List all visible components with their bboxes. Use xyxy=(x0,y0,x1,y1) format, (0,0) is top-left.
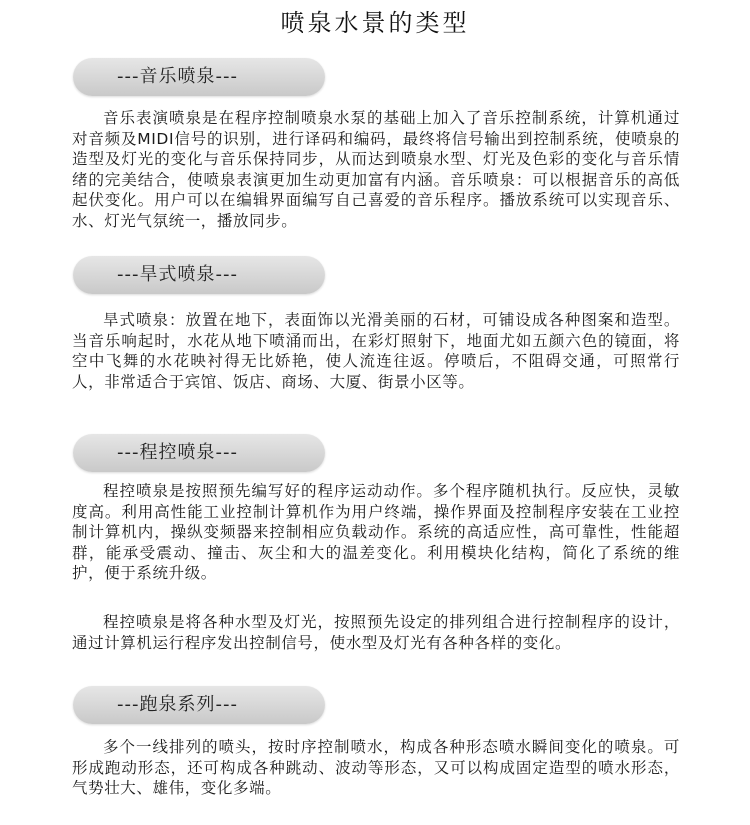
paragraph-program-fountain-1: 程控喷泉是按照预先编写好的程序运动动作。多个程序随机执行。反应快，灵敏度高。利用高性能工业控制计算机作为用户终端，操作界面及控制程序安装在工业控制计算机内，操纵变频器来控制相应负载动作。系统的高适应性，高可靠性，性能超群，能承受震动、撞击、灰尘和大的温差变化。利用模块化结构，简化了系统的维护，便于系统升级。 xyxy=(72,482,680,582)
paragraph-running-fountain: 多个一线排列的喷头，按时序控制喷水，构成各种形态喷水瞬间变化的喷泉。可形成跑动形态，还可构成各种跳动、波动等形态，又可以构成固定造型的喷水形态，气势壮大、雄伟，变化多端。 xyxy=(72,738,680,797)
paragraph-dry-fountain: 旱式喷泉：放置在地下，表面饰以光滑美丽的石材，可铺设成各种图案和造型。当音乐响起时，水花从地下喷涌而出，在彩灯照射下，地面尤如五颜六色的镜面，将空中飞舞的水花映衬得无比娇艳，使人流连往返。停喷后，不阻碍交通，可照常行人，非常适合于宾馆、饭店、商场、大厦、街景小区等。 xyxy=(72,311,680,391)
section-heading-running-fountain: ---跑泉系列--- xyxy=(73,686,325,724)
section-heading-dry-fountain: ---旱式喷泉--- xyxy=(73,256,325,294)
paragraph-program-fountain-2: 程控喷泉是将各种水型及灯光，按照预先设定的排列组合进行控制程序的设计，通过计算机运行程序发出控制信号，使水型及灯光有各种各样的变化。 xyxy=(72,613,680,652)
section-heading-music-fountain: ---音乐喷泉--- xyxy=(73,58,325,96)
section-heading-program-fountain: ---程控喷泉--- xyxy=(73,434,325,472)
paragraph-music-fountain: 音乐表演喷泉是在程序控制喷泉水泵的基础上加入了音乐控制系统，计算机通过对音频及MIDI信号的识别，进行译码和编码，最终将信号输出到控制系统，使喷泉的造型及灯光的变化与音乐保持同步，从而达到喷泉水型、灯光及色彩的变化与音乐情绪的完美结合，使喷泉表演更加生动更加富有内涵。音乐喷泉：可以根据音乐的高低起伏变化。用户可以在编辑界面编写自己喜爱的音乐程序。播放系统可以实现音乐、水、灯光气氛统一，播放同步。 xyxy=(72,109,680,230)
page-title: 喷泉水景的类型 xyxy=(280,9,470,37)
